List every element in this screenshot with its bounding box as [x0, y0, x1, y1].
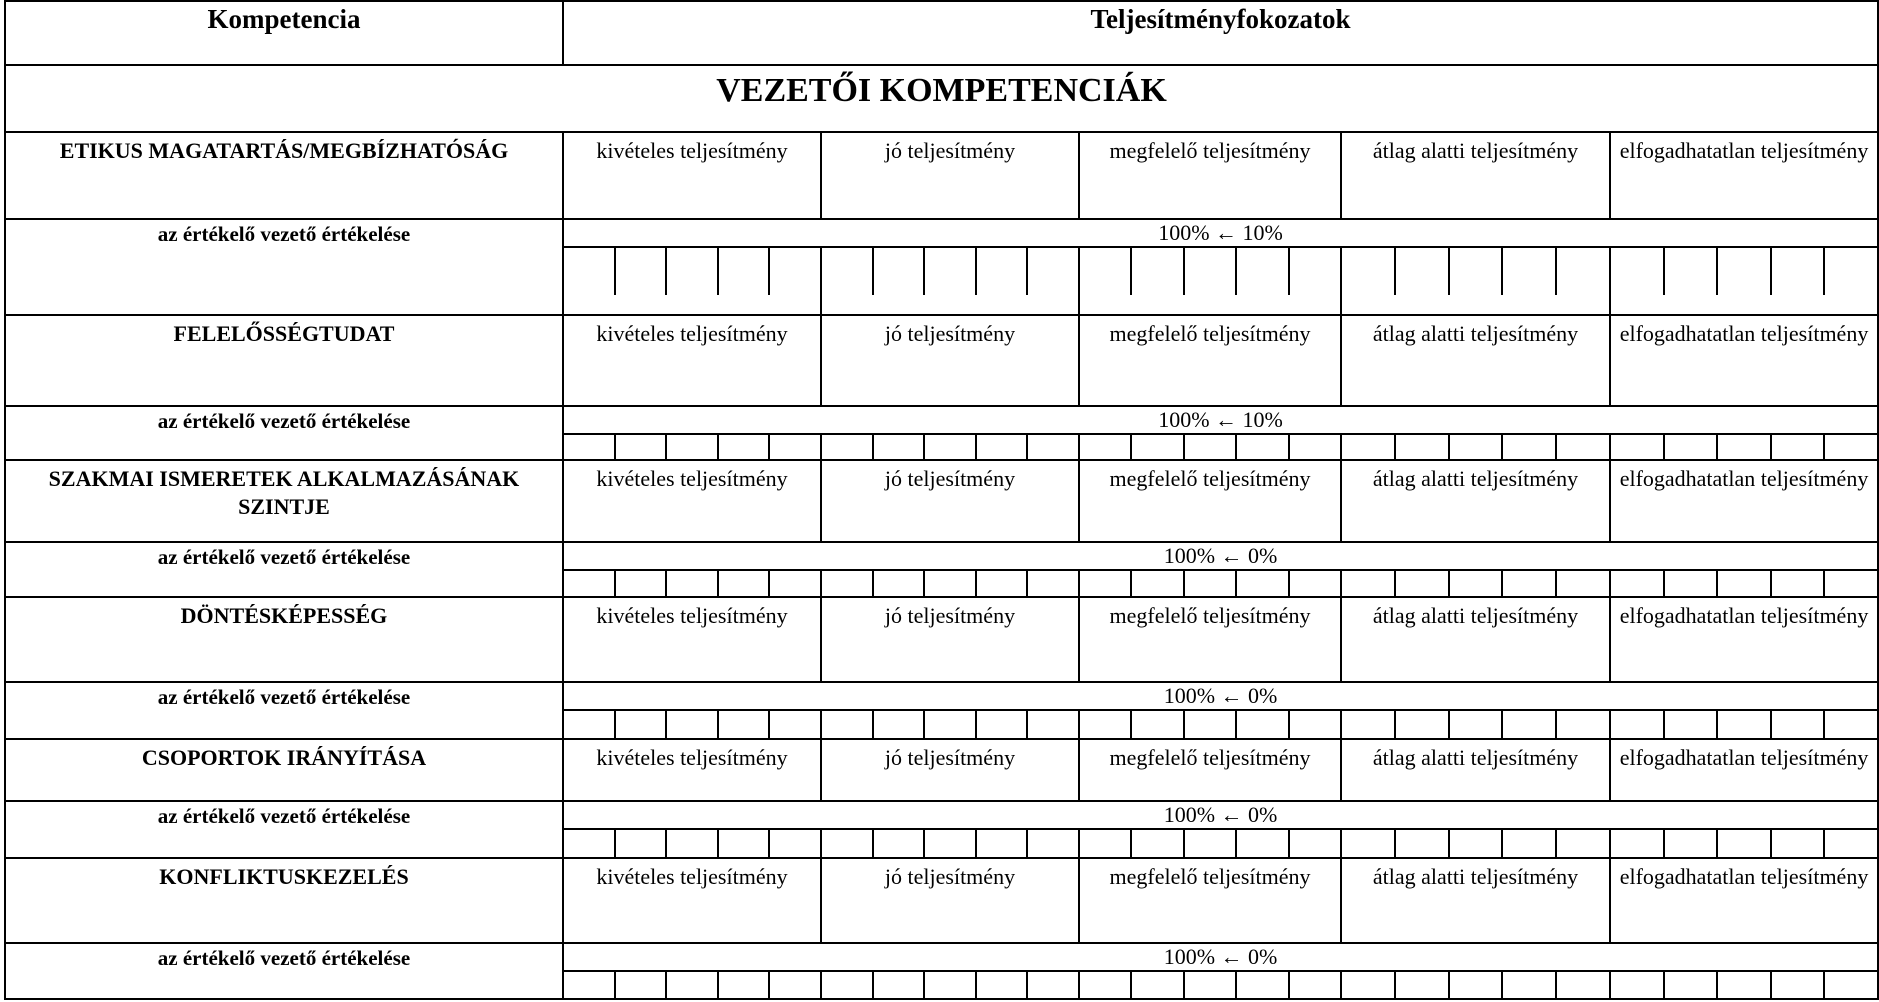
rating-box[interactable]	[1130, 711, 1182, 738]
rating-box[interactable]	[1026, 571, 1078, 596]
rating-box[interactable]	[1235, 711, 1287, 738]
rating-box[interactable]	[1026, 248, 1078, 295]
rating-box[interactable]	[717, 571, 769, 596]
evaluator-label: az értékelő vezető értékelése	[5, 801, 563, 858]
percentage-scale: 100% ← 10%	[563, 219, 1878, 247]
rating-box[interactable]	[1288, 571, 1340, 596]
rating-box-group	[1079, 829, 1341, 858]
percentage-scale: 100% ← 0%	[563, 542, 1878, 570]
rating-box[interactable]	[1080, 571, 1130, 596]
rating-box[interactable]	[1288, 435, 1340, 459]
competency-name: ETIKUS MAGATARTÁS/MEGBÍZHATÓSÁG	[5, 132, 563, 219]
rating-box[interactable]	[975, 435, 1027, 459]
rating-box[interactable]	[923, 830, 975, 857]
rating-box-group	[1079, 570, 1341, 597]
performance-level-cell: megfelelő teljesítmény	[1079, 132, 1341, 219]
performance-level-cell: kivételes teljesítmény	[563, 597, 821, 682]
rating-box-group	[1610, 829, 1878, 858]
competency-name: KONFLIKTUSKEZELÉS	[5, 858, 563, 943]
rating-box[interactable]	[872, 435, 924, 459]
rating-box[interactable]	[614, 972, 666, 998]
competency-name: DÖNTÉSKÉPESSÉG	[5, 597, 563, 682]
header-performance-levels: Teljesítményfokozatok	[563, 1, 1878, 65]
rating-box[interactable]	[1716, 972, 1770, 998]
rating-box[interactable]	[822, 830, 872, 857]
rating-box[interactable]	[665, 830, 717, 857]
performance-level-cell: átlag alatti teljesítmény	[1341, 132, 1610, 219]
rating-box[interactable]	[665, 711, 717, 738]
rating-box[interactable]	[1611, 435, 1663, 459]
rating-box[interactable]	[975, 711, 1027, 738]
rating-box[interactable]	[923, 711, 975, 738]
rating-box[interactable]	[1235, 830, 1287, 857]
performance-level-cell: kivételes teljesítmény	[563, 739, 821, 801]
rating-box[interactable]	[1555, 711, 1609, 738]
performance-level-cell: elfogadhatatlan teljesítmény	[1610, 315, 1878, 406]
rating-box[interactable]	[1394, 972, 1448, 998]
header-competency: Kompetencia	[5, 1, 563, 65]
rating-box[interactable]	[1183, 571, 1235, 596]
rating-box-group	[1610, 971, 1878, 999]
rating-box[interactable]	[822, 711, 872, 738]
rating-box[interactable]	[1663, 571, 1717, 596]
performance-level-cell: átlag alatti teljesítmény	[1341, 597, 1610, 682]
rating-box[interactable]	[1448, 830, 1502, 857]
rating-box-group	[821, 971, 1079, 999]
rating-box-group	[1341, 247, 1610, 315]
rating-box-group	[563, 247, 821, 315]
rating-box-group	[1079, 247, 1341, 315]
rating-box-group	[821, 710, 1079, 739]
rating-box[interactable]	[1555, 972, 1609, 998]
rating-box[interactable]	[1448, 711, 1502, 738]
rating-box[interactable]	[822, 972, 872, 998]
rating-box[interactable]	[768, 711, 820, 738]
rating-box[interactable]	[564, 711, 614, 738]
competency-name: FELELŐSSÉGTUDAT	[5, 315, 563, 406]
performance-level-cell: megfelelő teljesítmény	[1079, 315, 1341, 406]
evaluator-label: az értékelő vezető értékelése	[5, 406, 563, 460]
performance-level-cell: jó teljesítmény	[821, 597, 1079, 682]
rating-box[interactable]	[1026, 972, 1078, 998]
rating-box[interactable]	[1342, 972, 1394, 998]
rating-box[interactable]	[717, 248, 769, 295]
evaluator-label: az értékelő vezető értékelése	[5, 682, 563, 739]
rating-box[interactable]	[1235, 248, 1287, 295]
competency-name: CSOPORTOK IRÁNYÍTÁSA	[5, 739, 563, 801]
rating-box[interactable]	[1394, 571, 1448, 596]
rating-box[interactable]	[1130, 571, 1182, 596]
rating-box[interactable]	[822, 571, 872, 596]
rating-box[interactable]	[1130, 972, 1182, 998]
rating-box[interactable]	[1130, 830, 1182, 857]
rating-box[interactable]	[1663, 972, 1717, 998]
rating-box[interactable]	[1183, 248, 1235, 295]
rating-box[interactable]	[1770, 248, 1824, 295]
rating-box[interactable]	[768, 972, 820, 998]
percentage-scale: 100% ← 10%	[563, 406, 1878, 434]
percentage-scale: 100% ← 0%	[563, 801, 1878, 829]
rating-box[interactable]	[1235, 435, 1287, 459]
rating-box[interactable]	[1235, 972, 1287, 998]
rating-box[interactable]	[923, 248, 975, 295]
competency-name: SZAKMAI ISMERETEK ALKALMAZÁSÁNAK SZINTJE	[5, 460, 563, 542]
rating-box[interactable]	[717, 435, 769, 459]
rating-box[interactable]	[1501, 972, 1555, 998]
rating-box-group	[1610, 247, 1878, 315]
rating-box[interactable]	[1026, 830, 1078, 857]
rating-box[interactable]	[564, 972, 614, 998]
rating-box[interactable]	[614, 830, 666, 857]
rating-box[interactable]	[1183, 830, 1235, 857]
rating-box-group	[1341, 570, 1610, 597]
performance-level-cell: megfelelő teljesítmény	[1079, 858, 1341, 943]
rating-box-group	[821, 434, 1079, 460]
rating-box[interactable]	[665, 571, 717, 596]
performance-level-cell: jó teljesítmény	[821, 132, 1079, 219]
rating-box[interactable]	[1448, 571, 1502, 596]
performance-level-cell: elfogadhatatlan teljesítmény	[1610, 597, 1878, 682]
performance-level-cell: kivételes teljesítmény	[563, 315, 821, 406]
rating-box-group	[1341, 434, 1610, 460]
rating-box-group	[1610, 434, 1878, 460]
rating-box[interactable]	[822, 435, 872, 459]
rating-box[interactable]	[1394, 435, 1448, 459]
rating-box[interactable]	[768, 830, 820, 857]
rating-box[interactable]	[1501, 248, 1555, 295]
competency-row	[5, 132, 1878, 219]
rating-box[interactable]	[1394, 711, 1448, 738]
rating-box[interactable]	[1716, 830, 1770, 857]
rating-box-group	[1079, 971, 1341, 999]
rating-box[interactable]	[1823, 972, 1877, 998]
rating-box[interactable]	[975, 248, 1027, 295]
performance-level-cell: jó teljesítmény	[821, 315, 1079, 406]
rating-box[interactable]	[1026, 435, 1078, 459]
rating-box-group	[1610, 710, 1878, 739]
rating-box[interactable]	[923, 435, 975, 459]
competency-table	[4, 0, 1879, 1000]
performance-level-cell: jó teljesítmény	[821, 858, 1079, 943]
rating-box[interactable]	[1770, 435, 1824, 459]
rating-box[interactable]	[1080, 711, 1130, 738]
rating-box[interactable]	[1823, 248, 1877, 295]
rating-box[interactable]	[1080, 248, 1130, 295]
rating-box[interactable]	[768, 248, 820, 295]
performance-level-cell: átlag alatti teljesítmény	[1341, 739, 1610, 801]
rating-box[interactable]	[1663, 830, 1717, 857]
rating-box[interactable]	[975, 830, 1027, 857]
rating-box[interactable]	[1663, 711, 1717, 738]
rating-box[interactable]	[1663, 435, 1717, 459]
rating-box[interactable]	[923, 571, 975, 596]
rating-box[interactable]	[614, 248, 666, 295]
rating-box[interactable]	[1770, 972, 1824, 998]
rating-box[interactable]	[1288, 711, 1340, 738]
rating-box[interactable]	[923, 972, 975, 998]
rating-box[interactable]	[1394, 248, 1448, 295]
rating-box[interactable]	[1770, 571, 1824, 596]
rating-box[interactable]	[1555, 248, 1609, 295]
rating-box[interactable]	[1611, 972, 1663, 998]
rating-box[interactable]	[564, 830, 614, 857]
rating-box[interactable]	[1823, 711, 1877, 738]
rating-box[interactable]	[665, 248, 717, 295]
rating-box[interactable]	[1130, 435, 1182, 459]
rating-box-group	[563, 434, 821, 460]
rating-box[interactable]	[872, 711, 924, 738]
rating-box-group	[821, 247, 1079, 315]
rating-box[interactable]	[768, 571, 820, 596]
rating-box-group	[563, 971, 821, 999]
rating-box-group	[1341, 829, 1610, 858]
performance-level-cell: megfelelő teljesítmény	[1079, 739, 1341, 801]
performance-level-cell: átlag alatti teljesítmény	[1341, 315, 1610, 406]
rating-box[interactable]	[1235, 571, 1287, 596]
performance-level-cell: átlag alatti teljesítmény	[1341, 460, 1610, 542]
rating-box-group	[1079, 434, 1341, 460]
competency-row	[5, 858, 1878, 943]
rating-box[interactable]	[564, 435, 614, 459]
rating-box-group	[821, 829, 1079, 858]
rating-box[interactable]	[1288, 248, 1340, 295]
rating-box[interactable]	[717, 830, 769, 857]
rating-box[interactable]	[1448, 248, 1502, 295]
rating-box[interactable]	[1716, 435, 1770, 459]
rating-box[interactable]	[564, 571, 614, 596]
evaluator-label: az értékelő vezető értékelése	[5, 542, 563, 597]
rating-box[interactable]	[1611, 248, 1663, 295]
rating-box[interactable]	[1501, 711, 1555, 738]
rating-box[interactable]	[1716, 248, 1770, 295]
rating-box[interactable]	[1183, 711, 1235, 738]
rating-box[interactable]	[1770, 711, 1824, 738]
rating-box[interactable]	[872, 972, 924, 998]
performance-level-cell: elfogadhatatlan teljesítmény	[1610, 132, 1878, 219]
performance-level-cell: megfelelő teljesítmény	[1079, 597, 1341, 682]
rating-box[interactable]	[975, 972, 1027, 998]
rating-box[interactable]	[1823, 830, 1877, 857]
performance-level-cell: elfogadhatatlan teljesítmény	[1610, 858, 1878, 943]
rating-box[interactable]	[1501, 435, 1555, 459]
rating-box[interactable]	[1394, 830, 1448, 857]
rating-box[interactable]	[564, 248, 614, 295]
rating-box[interactable]	[1080, 972, 1130, 998]
section-title: VEZETŐI KOMPETENCIÁK	[5, 65, 1878, 132]
performance-level-cell: kivételes teljesítmény	[563, 858, 821, 943]
rating-box[interactable]	[1611, 711, 1663, 738]
performance-level-cell: kivételes teljesítmény	[563, 460, 821, 542]
rating-box[interactable]	[1342, 711, 1394, 738]
rating-box[interactable]	[1823, 571, 1877, 596]
competency-row	[5, 460, 1878, 542]
rating-box-group	[563, 710, 821, 739]
performance-level-cell: átlag alatti teljesítmény	[1341, 858, 1610, 943]
rating-box[interactable]	[1288, 972, 1340, 998]
rating-box[interactable]	[614, 435, 666, 459]
rating-box[interactable]	[1183, 435, 1235, 459]
rating-box[interactable]	[1716, 711, 1770, 738]
rating-box[interactable]	[1501, 571, 1555, 596]
rating-box[interactable]	[1448, 435, 1502, 459]
rating-box[interactable]	[1026, 711, 1078, 738]
rating-box[interactable]	[1663, 248, 1717, 295]
competency-row	[5, 315, 1878, 406]
rating-box-group	[1341, 971, 1610, 999]
percentage-scale: 100% ← 0%	[563, 943, 1878, 971]
rating-box[interactable]	[975, 571, 1027, 596]
rating-box[interactable]	[1080, 435, 1130, 459]
competency-row	[5, 739, 1878, 801]
performance-level-cell: megfelelő teljesítmény	[1079, 460, 1341, 542]
rating-box[interactable]	[1716, 571, 1770, 596]
performance-level-cell: elfogadhatatlan teljesítmény	[1610, 460, 1878, 542]
rating-box[interactable]	[822, 248, 872, 295]
rating-box[interactable]	[665, 972, 717, 998]
performance-level-cell: jó teljesítmény	[821, 460, 1079, 542]
rating-box[interactable]	[1342, 830, 1394, 857]
rating-box[interactable]	[1501, 830, 1555, 857]
rating-box-group	[1610, 570, 1878, 597]
rating-box[interactable]	[614, 711, 666, 738]
rating-box[interactable]	[1130, 248, 1182, 295]
percentage-scale: 100% ← 0%	[563, 682, 1878, 710]
rating-box-group	[1079, 710, 1341, 739]
rating-box[interactable]	[717, 711, 769, 738]
performance-level-cell: jó teljesítmény	[821, 739, 1079, 801]
rating-box-group	[563, 570, 821, 597]
rating-box[interactable]	[1555, 830, 1609, 857]
rating-box[interactable]	[1770, 830, 1824, 857]
rating-box[interactable]	[717, 972, 769, 998]
rating-box-group	[1341, 710, 1610, 739]
rating-box[interactable]	[1288, 830, 1340, 857]
performance-level-cell: kivételes teljesítmény	[563, 132, 821, 219]
rating-box[interactable]	[1342, 435, 1394, 459]
rating-box-group	[821, 570, 1079, 597]
rating-box-group	[563, 829, 821, 858]
rating-box[interactable]	[614, 571, 666, 596]
rating-box[interactable]	[872, 248, 924, 295]
rating-box[interactable]	[1342, 248, 1394, 295]
rating-box[interactable]	[1555, 435, 1609, 459]
rating-box[interactable]	[1183, 972, 1235, 998]
rating-box[interactable]	[665, 435, 717, 459]
rating-box[interactable]	[1448, 972, 1502, 998]
rating-box[interactable]	[1080, 830, 1130, 857]
rating-box[interactable]	[1611, 571, 1663, 596]
performance-level-cell: elfogadhatatlan teljesítmény	[1610, 739, 1878, 801]
evaluator-label: az értékelő vezető értékelése	[5, 219, 563, 315]
rating-box[interactable]	[1823, 435, 1877, 459]
competency-row	[5, 597, 1878, 682]
rating-box[interactable]	[768, 435, 820, 459]
rating-box[interactable]	[1555, 571, 1609, 596]
rating-box[interactable]	[1611, 830, 1663, 857]
rating-box[interactable]	[1342, 571, 1394, 596]
evaluator-label: az értékelő vezető értékelése	[5, 943, 563, 999]
rating-box[interactable]	[872, 571, 924, 596]
rating-box[interactable]	[872, 830, 924, 857]
